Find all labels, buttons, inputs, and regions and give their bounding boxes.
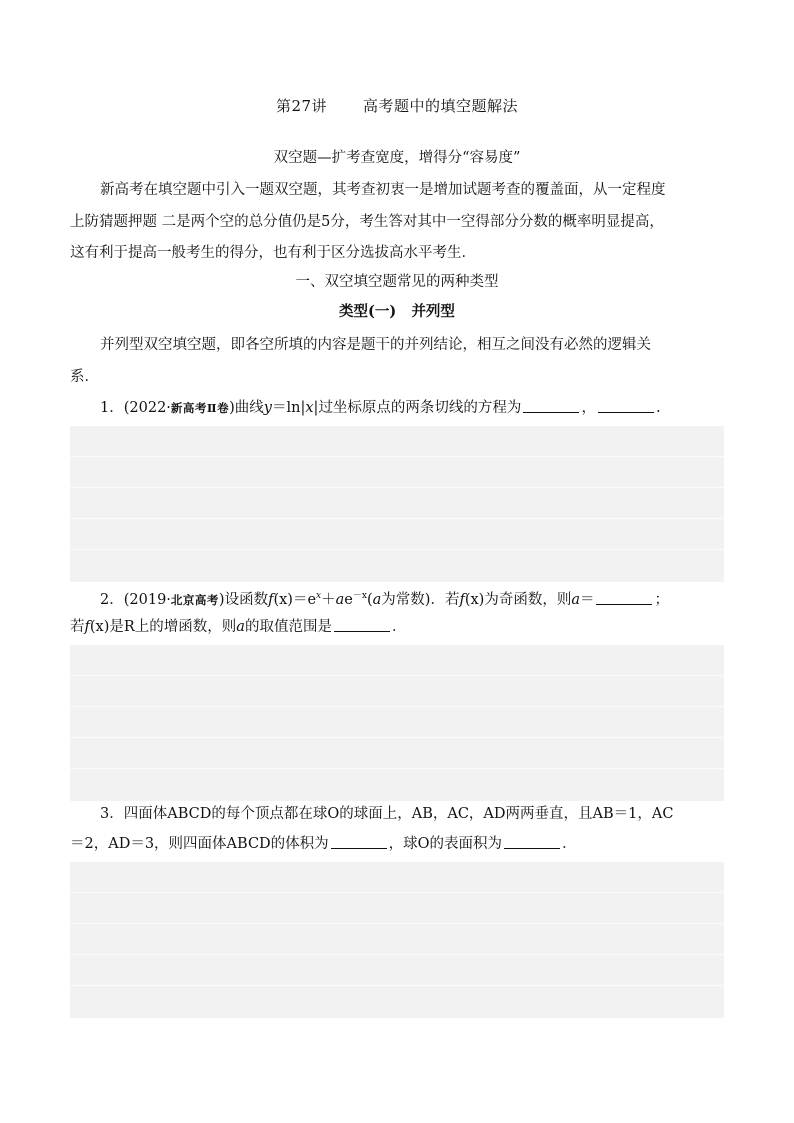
q2-source: 北京高考 <box>170 592 219 607</box>
lecture-topic: 高考题中的填空题解法 <box>363 97 519 115</box>
answer-area-1[interactable] <box>70 426 724 582</box>
section-heading: 双空题—扩考查宽度，增得分“容易度” <box>273 150 521 166</box>
intro-line-1: 新高考在填空题中引入一题双空题，其考查初衷一是增加试题考查的覆盖面，从一定程度 <box>100 182 666 198</box>
type-heading <box>70 302 724 322</box>
question-1: 1．(2022·新高考Ⅱ卷)曲线y＝ln|x|过坐标原点的两条切线的方程为 ， . <box>100 400 661 416</box>
part-heading: 一、双空填空题常见的两种类型 <box>295 274 499 290</box>
q1-source: 新高考Ⅱ卷 <box>170 401 230 415</box>
lecture-number: 第27讲 <box>275 97 328 115</box>
type-desc-line-1: 并列型双空填空题，即各空所填的内容是题干的并列结论，相互之间没有必然的逻辑关 <box>100 337 651 353</box>
answer-blank[interactable] <box>598 398 654 413</box>
answer-area-2[interactable] <box>70 645 724 801</box>
question-3-line-1: 3．四面体ABCD的每个顶点都在球O的球面上，AB，AC，AD两两垂直，且AB＝1，AC <box>100 806 674 822</box>
question-2-line-2: 若f(x)是R上的增函数，则a的取值范围是 ． <box>70 619 407 635</box>
answer-blank[interactable] <box>523 398 579 413</box>
page-title <box>70 96 724 116</box>
intro-line-3: 这有利于提高一般考生的得分，也有利于区分选拔高水平考生． <box>70 245 476 261</box>
question-3-line-2: ＝2，AD＝3，则四面体ABCD的体积为 ，球O的表面积为 ． <box>70 836 577 852</box>
answer-blank[interactable] <box>334 617 390 632</box>
type-desc-line-2: 系． <box>70 369 99 385</box>
answer-blank[interactable] <box>331 834 387 849</box>
type-name: 并列型 <box>411 303 455 320</box>
answer-blank[interactable] <box>596 590 652 605</box>
type-label: 类型(一) <box>339 303 397 320</box>
answer-area-3[interactable] <box>70 862 724 1018</box>
intro-line-2: 上防猜题押题 二是两个空的总分值仍是5分，考生答对其中一空得部分分数的概率明显提高， <box>70 214 664 230</box>
answer-blank[interactable] <box>504 834 560 849</box>
question-2-line-1: 2．(2019·北京高考)设函数$f(x)=e^x+ae^{-x}(a$为常数)．若f(x)为奇函数，则a＝ ； <box>100 591 669 608</box>
